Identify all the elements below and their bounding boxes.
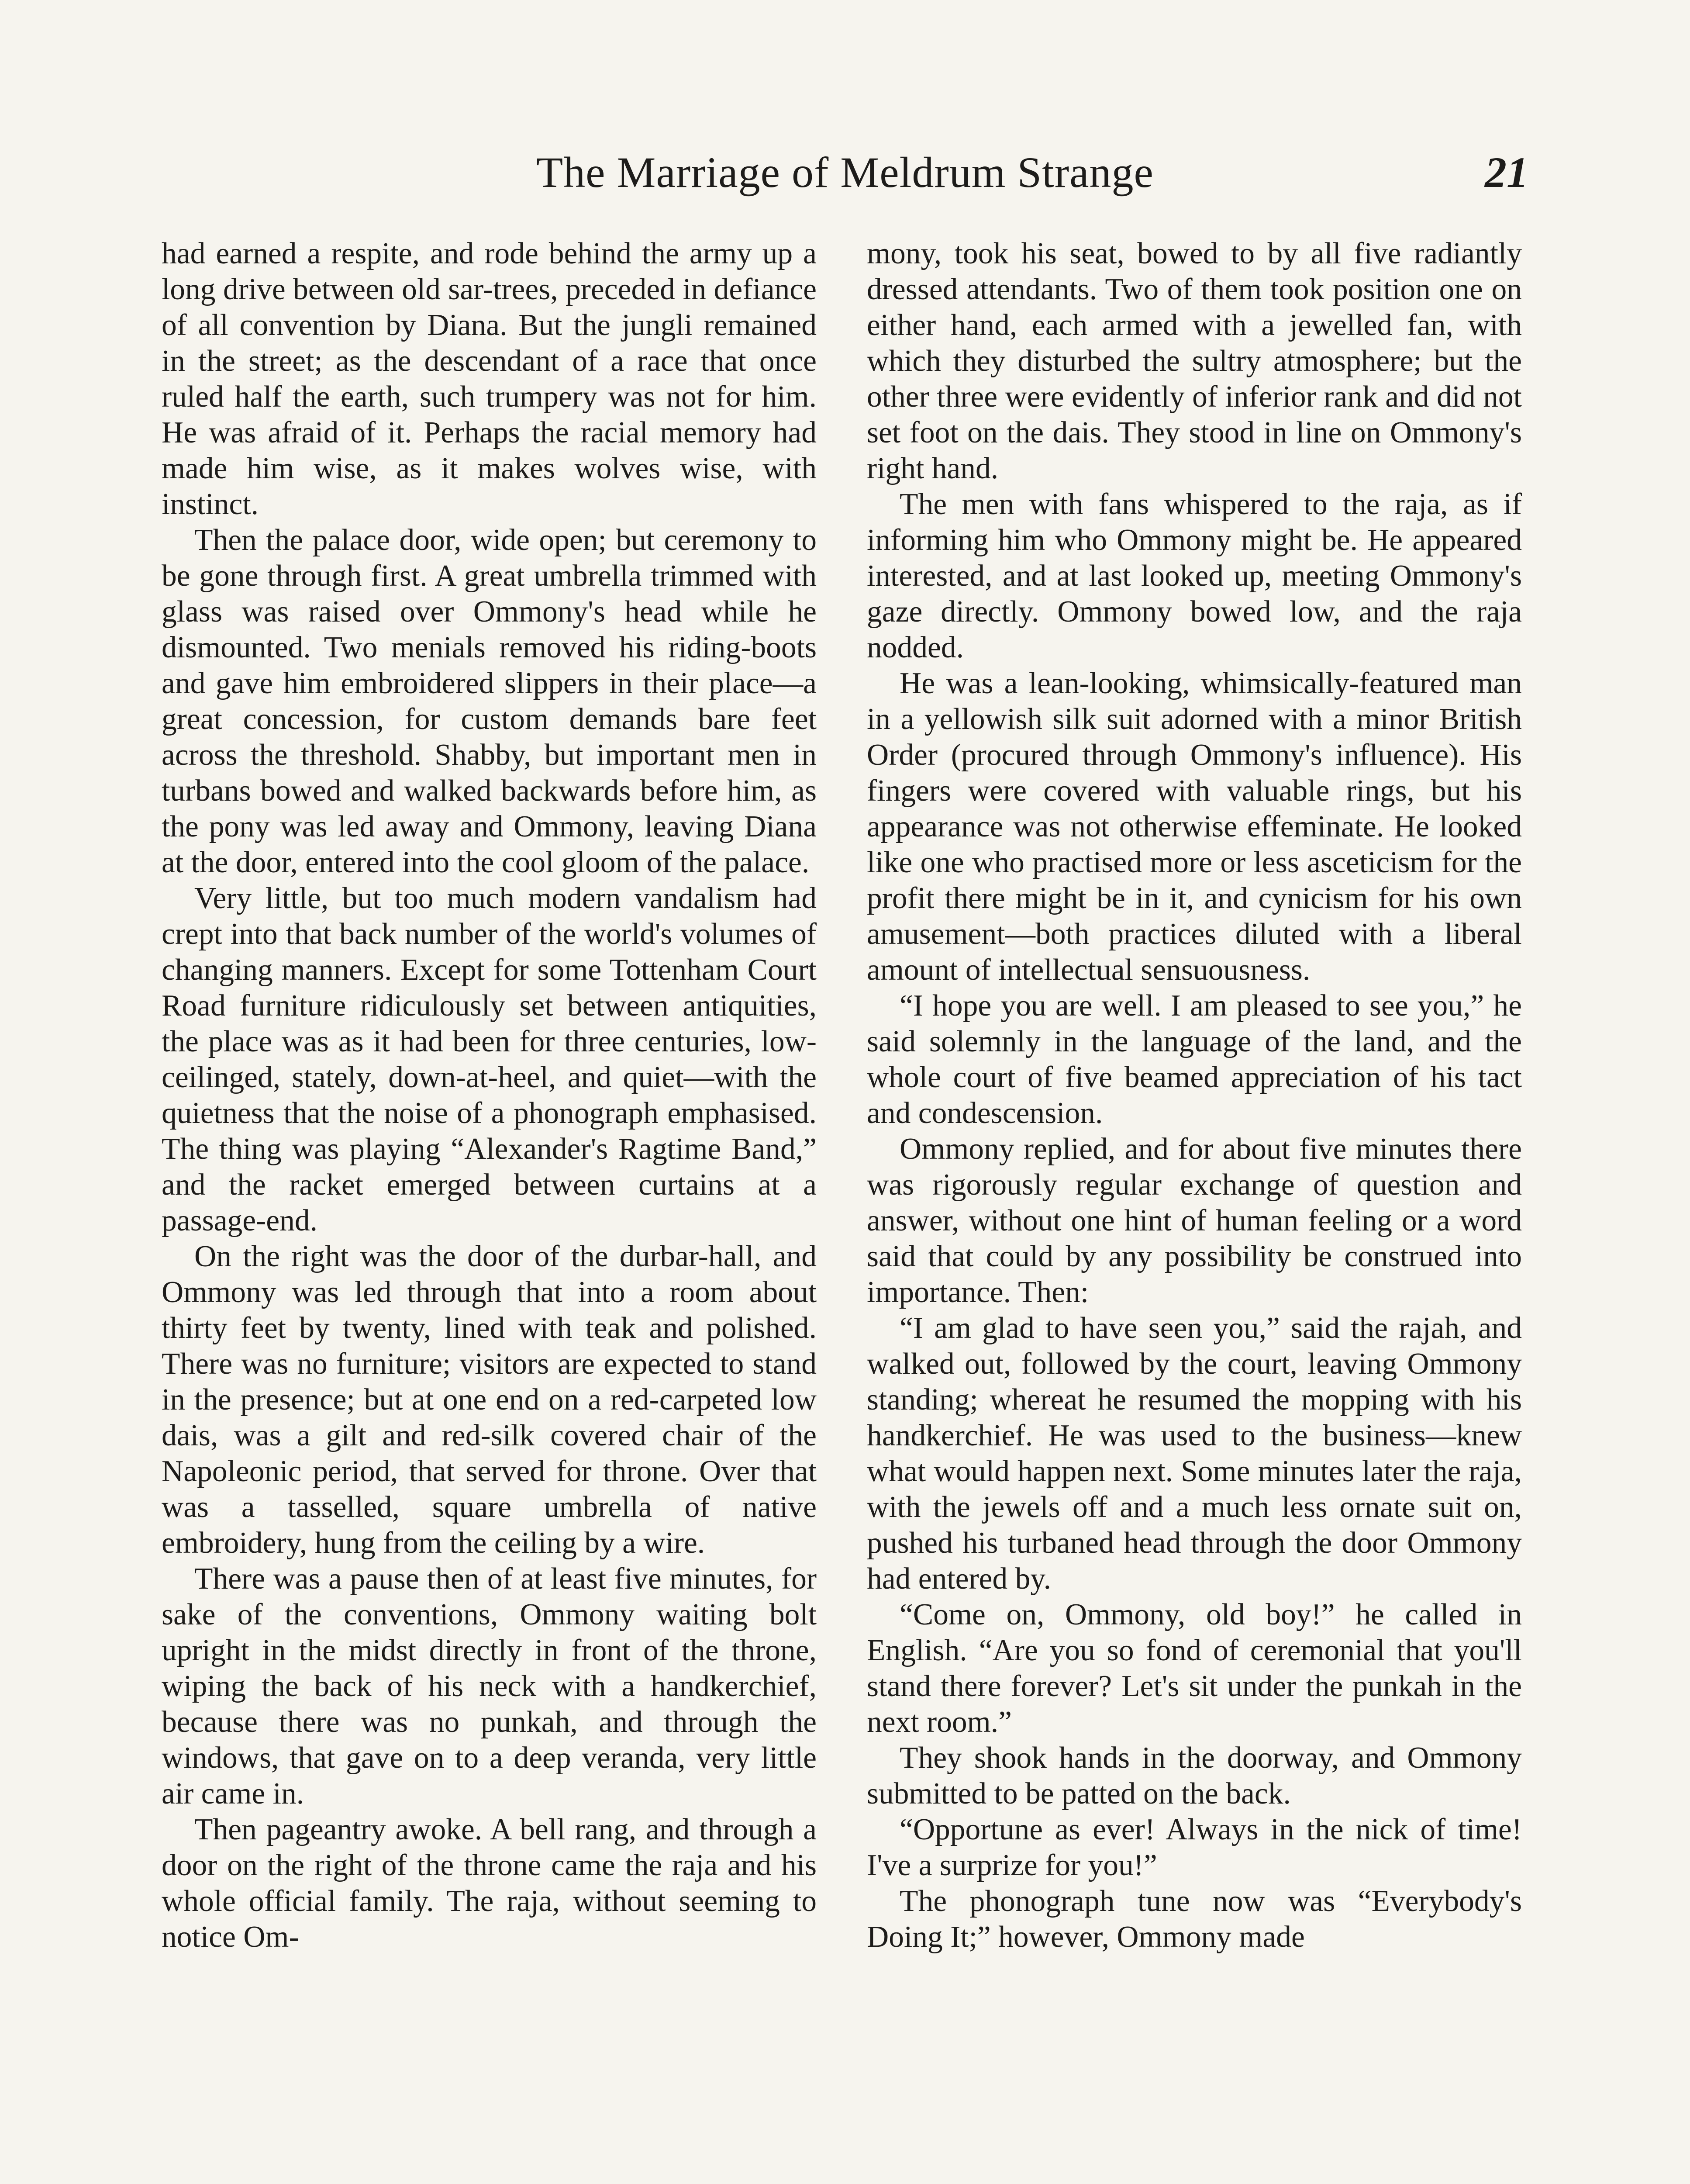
- paragraph: The men with fans whispered to the raja, as if informing him who Ommony might be. He appeared interested, and at last looked up, meeting Ommony's gaze directly. Ommony bowed low, and the raja nodded.: [867, 487, 1522, 664]
- paragraph: The phonograph tune now was “Everybody's Doing It;” however, Ommony made: [867, 1884, 1522, 1954]
- paragraph: “Opportune as ever! Always in the nick of time! I've a surprize for you!”: [867, 1813, 1522, 1882]
- page-number: 21: [1485, 148, 1528, 197]
- paragraph: Then the palace door, wide open; but ceremony to be gone through first. A great umbrella trimmed with glass was raised over Ommony's head while he dismounted. Two menials removed his riding-boots and gave him embroidered slippers in their place—a great concession, for custom demands bare feet across the threshold. Shabby, but important men in turbans bowed and walked backwards before him, as the pony was led away and Ommony, leaving Diana at the door, entered into the cool gloom of the palace.: [162, 523, 817, 879]
- paragraph: Very little, but too much modern vandalism had crept into that back number of the world's volumes of changing manners. Except for some Tottenham Court Road furniture ridiculously set between antiquities, the place was as it had been for three centuries, low-ceilinged, stately, down-at-heel, and quiet—with the quietness that the noise of a phonograph emphasised. The thing was playing “Alexander's Ragtime Band,” and the racket emerged between curtains at a passage-end.: [162, 881, 817, 1237]
- page-header: [162, 140, 1528, 205]
- left-column: [162, 236, 817, 1955]
- paragraph: Ommony replied, and for about five minutes there was rigorously regular exchange of question and answer, without one hint of human feeling or a word said that could by any possibility be construed into importance. Then:: [867, 1132, 1522, 1309]
- page-title: The Marriage of Meldrum Strange: [536, 148, 1154, 197]
- paragraph: There was a pause then of at least five minutes, for sake of the conventions, Ommony waiting bolt upright in the midst directly in front of the throne, wiping the back of his neck with a handkerchief, because there was no punkah, and through the windows, that gave on to a deep veranda, very little air came in.: [162, 1562, 817, 1811]
- paragraph: They shook hands in the doorway, and Ommony submitted to be patted on the back.: [867, 1741, 1522, 1811]
- paragraph: Then pageantry awoke. A bell rang, and through a door on the right of the throne came the raja and his whole official family. The raja, without seeming to notice Om-: [162, 1813, 817, 1954]
- paragraph: “I hope you are well. I am pleased to see you,” he said solemnly in the language of the land, and the whole court of five beamed appreciation of his tact and condescension.: [867, 989, 1522, 1130]
- paragraph: He was a lean-looking, whimsically-featured man in a yellowish silk suit adorned with a minor British Order (procured through Ommony's influence). His fingers were covered with valuable rings, but his appearance was not otherwise effeminate. He looked like one who practised more or less asceticism for the profit there might be in it, and cynicism for his own amusement—both practices diluted with a liberal amount of intellectual sensuousness.: [867, 667, 1522, 987]
- paragraph: On the right was the door of the durbar-hall, and Ommony was led through that into a room about thirty feet by twenty, lined with teak and polished. There was no furniture; visitors are expected to stand in the presence; but at one end on a red-carpeted low dais, was a gilt and red-silk covered chair of the Napoleonic period, that served for throne. Over that was a tasselled, square umbrella of native embroidery, hung from the ceiling by a wire.: [162, 1240, 817, 1560]
- right-column: [867, 236, 1522, 1955]
- paragraph: had earned a respite, and rode behind the army up a long drive between old sar-trees, preceded in defiance of all convention by Diana. But the jungli remained in the street; as the descendant of a race that once ruled half the earth, such trumpery was not for him. He was afraid of it. Perhaps the racial memory had made him wise, as it makes wolves wise, with instinct.: [162, 237, 817, 521]
- paragraph: “I am glad to have seen you,” said the rajah, and walked out, followed by the court, leaving Ommony standing; whereat he resumed the mopping with his handkerchief. He was used to the business—knew what would happen next. Some minutes later the raja, with the jewels off and a much less ornate suit on, pushed his turbaned head through the door Ommony had entered by.: [867, 1311, 1522, 1596]
- paragraph: mony, took his seat, bowed to by all five radiantly dressed attendants. Two of them took position one on either hand, each armed with a jewelled fan, with which they disturbed the sultry atmosphere; but the other three were evidently of inferior rank and did not set foot on the dais. They stood in line on Ommony's right hand.: [867, 237, 1522, 485]
- paragraph: “Come on, Ommony, old boy!” he called in English. “Are you so fond of ceremonial that you'll stand there forever? Let's sit under the punkah in the next room.”: [867, 1598, 1522, 1739]
